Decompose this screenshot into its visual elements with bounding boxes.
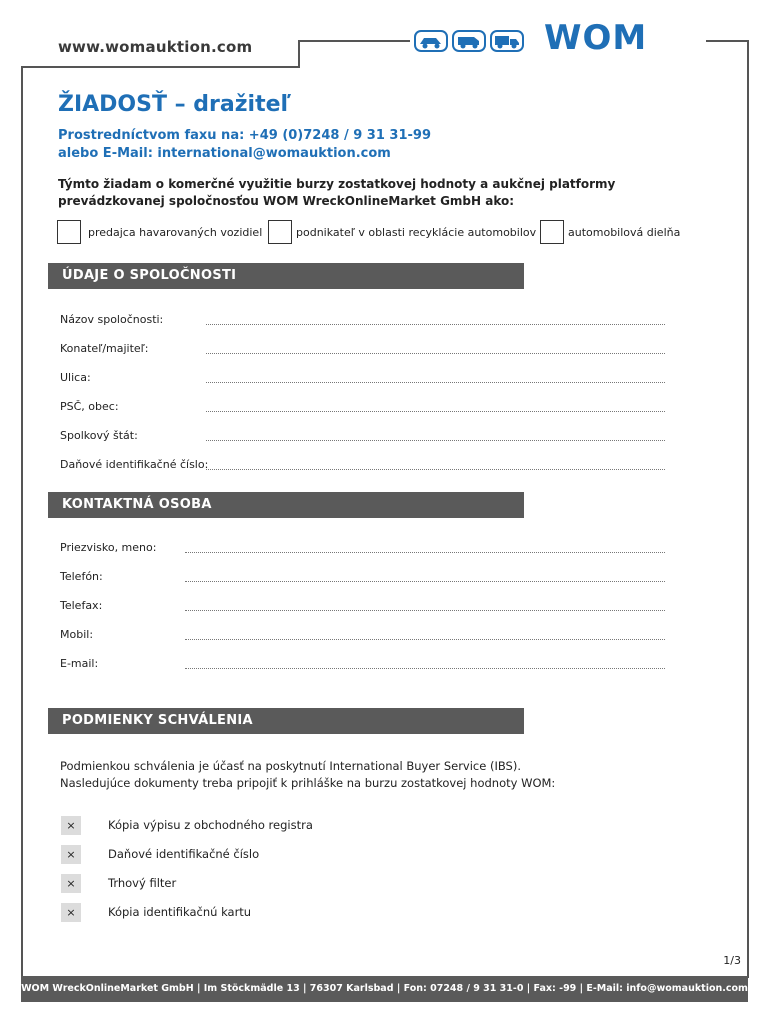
choice-label-dielna: automobilová dielňa [568, 226, 681, 239]
field-label-street: Ulica: [60, 371, 91, 384]
doc-label-market-filter: Trhový filter [108, 876, 177, 890]
frame-top-right [706, 40, 749, 42]
truck-icon [490, 30, 524, 52]
checkbox-podnikatel[interactable] [268, 220, 292, 244]
doc-checkbox-tax-id[interactable]: × [61, 845, 81, 864]
doc-checkbox-register[interactable]: × [61, 816, 81, 835]
field-label-state: Spolkový štát: [60, 429, 138, 442]
car-icon [414, 30, 448, 52]
choice-label-predajca: predajca havarovaných vozidiel [88, 226, 263, 239]
doc-label-id-card: Kópia identifikačnú kartu [108, 905, 252, 919]
field-label-fax: Telefax: [60, 599, 103, 612]
field-label-zip-city: PSČ, obec: [60, 400, 119, 413]
field-input-name[interactable] [185, 552, 665, 553]
field-input-state[interactable] [206, 440, 665, 441]
section-title-contact: KONTAKTNÁ OSOBA [62, 497, 212, 512]
field-input-zip-city[interactable] [206, 411, 665, 412]
section-title-company: ÚDAJE O SPOLOČNOSTI [62, 268, 237, 283]
doc-checkbox-market-filter[interactable]: × [61, 874, 81, 893]
field-input-street[interactable] [206, 382, 665, 383]
frame-left [21, 66, 23, 978]
section-header-contact [48, 492, 524, 518]
conditions-text-line2: Nasledujúce dokumenty treba pripojiť k prihláške na burzu zostatkovej hodnoty WOM: [60, 776, 556, 790]
field-label-tax-id: Daňové identifikačné číslo: [60, 458, 209, 471]
field-label-owner: Konateľ/majiteľ: [60, 342, 149, 355]
frame-top-left-drop [298, 40, 300, 66]
wom-logo [414, 18, 704, 62]
section-header-conditions [48, 708, 524, 734]
email-line: alebo E-Mail: international@womauktion.com [58, 146, 391, 161]
fax-line: Prostredníctvom faxu na: +49 (0)7248 / 9 31 31-99 [58, 128, 431, 143]
checkbox-predajca[interactable] [57, 220, 81, 244]
frame-top-left [298, 40, 410, 42]
frame-right [747, 40, 749, 978]
field-label-company-name: Názov spoločnosti: [60, 313, 164, 326]
page-number: 1/3 [723, 954, 741, 967]
logo-text: WOM [544, 18, 648, 58]
doc-checkbox-id-card[interactable]: × [61, 903, 81, 922]
field-input-tax-id[interactable] [206, 469, 665, 470]
doc-label-tax-id: Daňové identifikačné číslo [108, 847, 260, 861]
section-title-conditions: PODMIENKY SCHVÁLENIA [62, 713, 253, 728]
field-label-mobile: Mobil: [60, 628, 94, 641]
field-input-mobile[interactable] [185, 639, 665, 640]
van-icon [452, 30, 486, 52]
choice-label-podnikatel: podnikateľ v oblasti recyklácie automobilov [296, 226, 537, 239]
field-label-email: E-mail: [60, 657, 99, 670]
page-title: ŽIADOSŤ – dražiteľ [58, 92, 292, 117]
field-input-fax[interactable] [185, 610, 665, 611]
footer-bar [21, 976, 748, 1002]
checkbox-dielna[interactable] [540, 220, 564, 244]
section-header-company [48, 263, 524, 289]
intro-text: Týmto žiadam o komerčné využitie burzy zostatkovej hodnoty a aukčnej platformy prevádzkovanej spoločnosťou WOM WreckOnlineMarket GmbH ako: [58, 177, 616, 208]
footer-text: WOM WreckOnlineMarket GmbH | Im Stöckmädle 13 | 76307 Karlsbad | Fon: 07248 / 9 31 31-0 | Fax: -99 | E-Mail: info@womauktion.com [21, 983, 748, 994]
field-input-company-name[interactable] [206, 324, 665, 325]
conditions-text [60, 758, 555, 792]
field-input-owner[interactable] [206, 353, 665, 354]
site-url: www.womauktion.com [58, 38, 253, 56]
frame-top [21, 66, 300, 68]
field-label-name: Priezvisko, meno: [60, 541, 157, 554]
field-input-phone[interactable] [185, 581, 665, 582]
field-label-phone: Telefón: [60, 570, 103, 583]
doc-label-register: Kópia výpisu z obchodného registra [108, 818, 313, 832]
conditions-text-line1: Podmienkou schválenia je účasť na poskytnutí International Buyer Service (IBS). [60, 759, 521, 773]
field-input-email[interactable] [185, 668, 665, 669]
